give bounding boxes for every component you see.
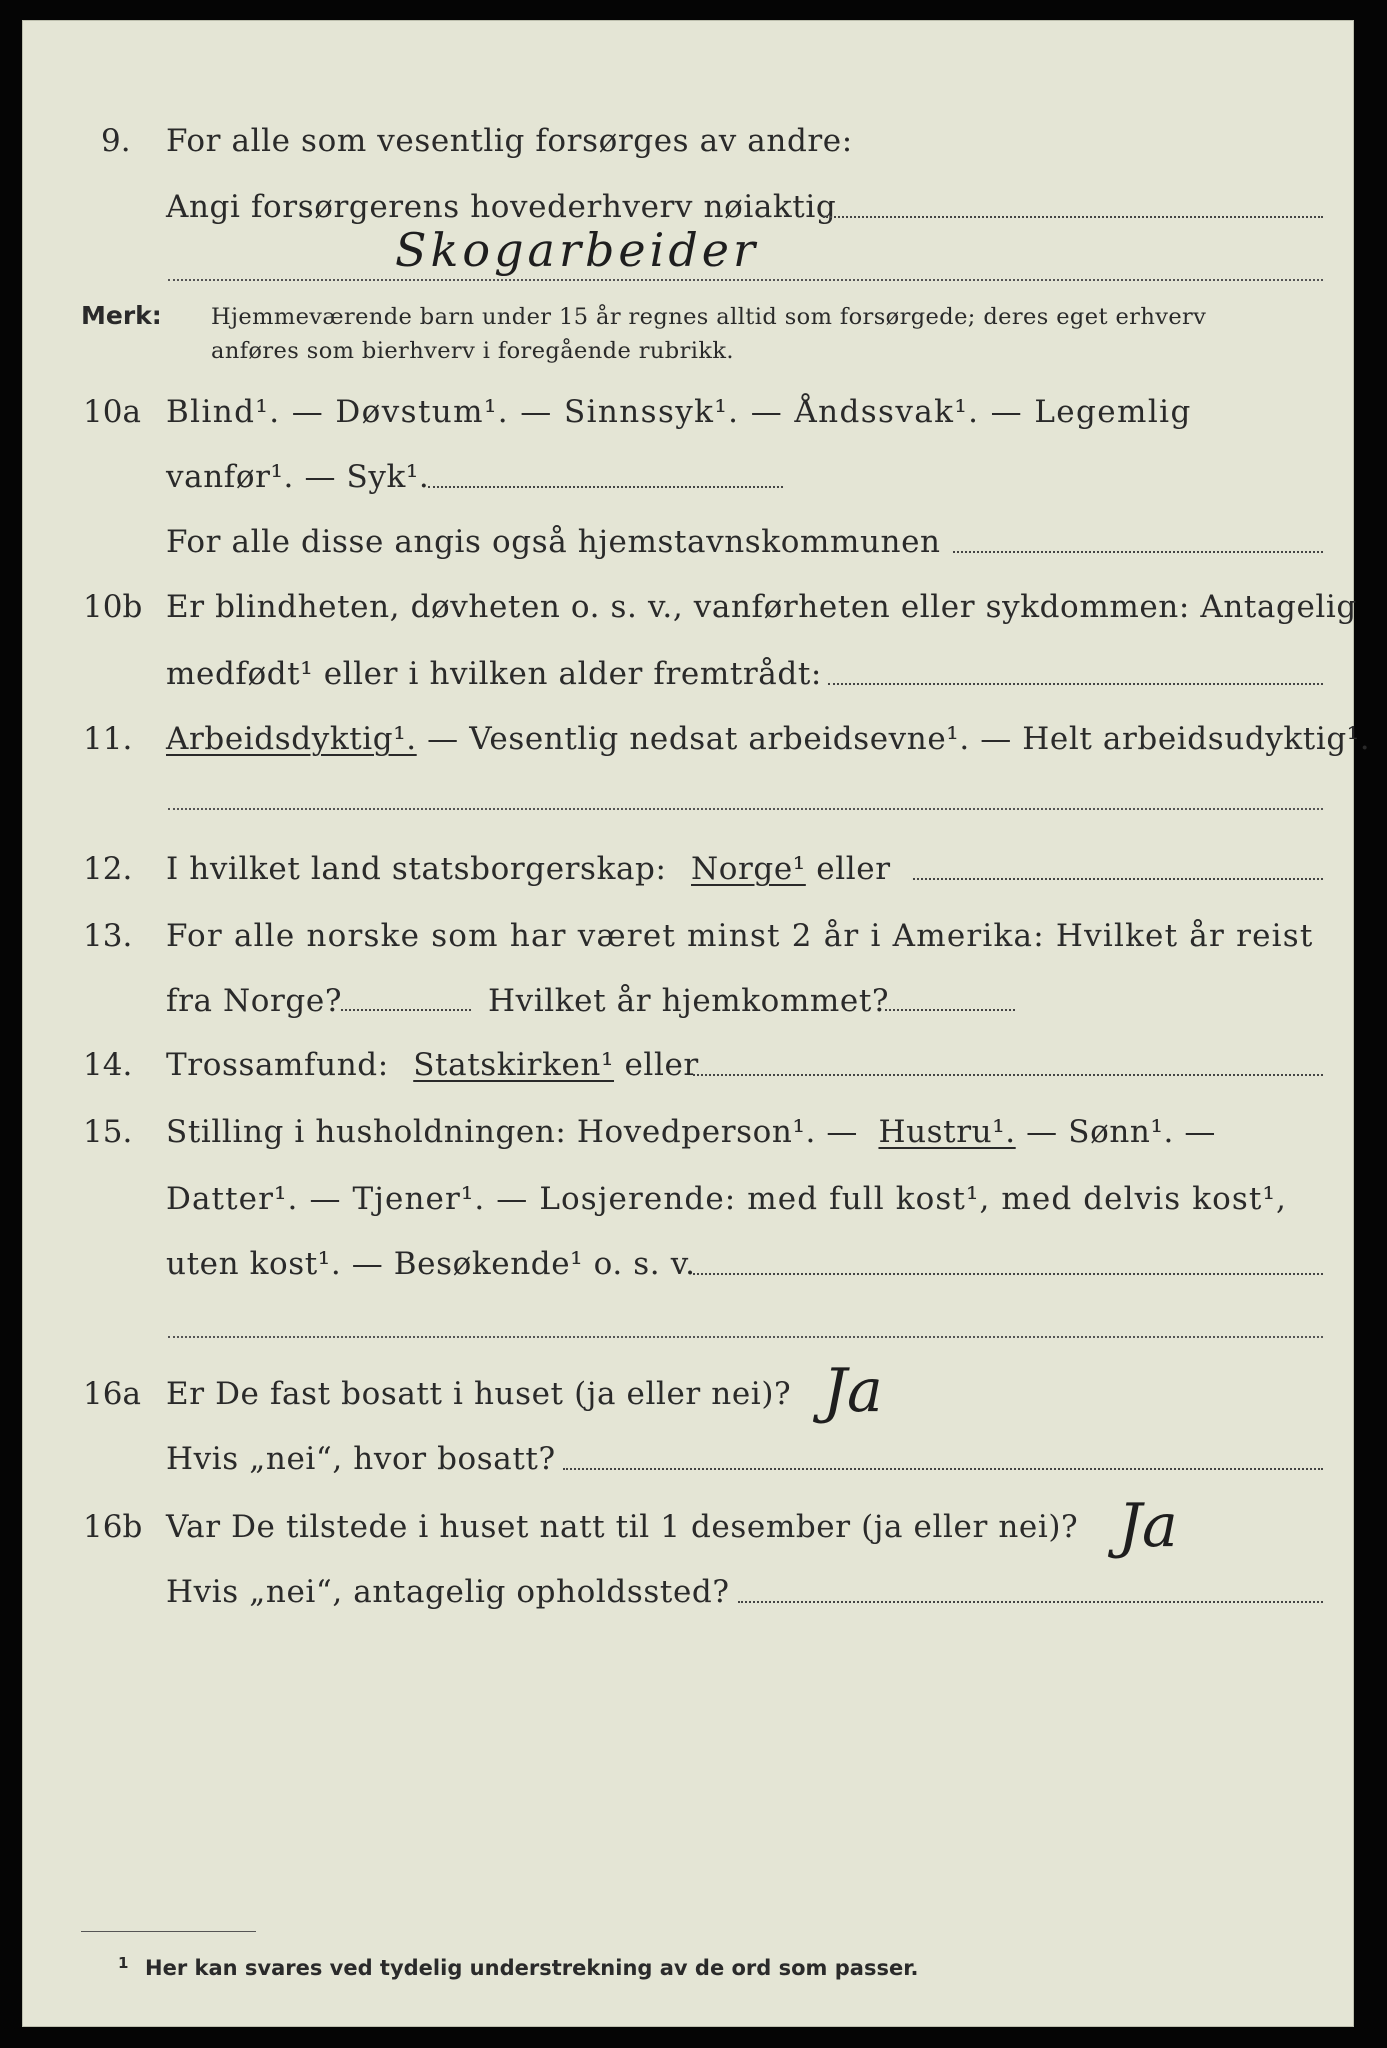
q15-line xyxy=(693,1273,1323,1275)
q12-question: I hvilket land statsborgerskap: xyxy=(166,851,667,887)
q13-hjemkommet-line xyxy=(885,1009,1015,1011)
q16a-line2: Hvis „nei“, hvor bosatt? xyxy=(166,1441,556,1477)
q11-rest: — Vesentlig nedsat arbeidsevne¹. — Helt arbeidsudyktig¹. xyxy=(427,721,1371,757)
q10a-line1: Blind¹. — Døvstum¹. — Sinnssyk¹. — Åndssvak¹. — Legemlig xyxy=(166,394,1192,430)
q15-answer-line xyxy=(168,1336,1323,1338)
q9-dotted-line xyxy=(823,216,1323,218)
q12-after: eller xyxy=(816,851,891,887)
footnote-text: Her kan svares ved tydelig understrekning av de ord som passer. xyxy=(145,1956,919,1980)
q9-number: 9. xyxy=(101,123,131,159)
q13-line1: For alle norske som har været minst 2 år i Amerika: Hvilket år reist xyxy=(166,918,1314,954)
q14-after: eller xyxy=(624,1047,699,1083)
q12-text xyxy=(166,851,891,887)
q15-number: 15. xyxy=(83,1114,133,1150)
q10a-line2: vanfør¹. — Syk¹. xyxy=(166,459,430,495)
q9-line2: Angi forsørgerens hovederhverv nøiaktig xyxy=(166,189,837,225)
q14-text xyxy=(166,1047,699,1083)
q9-handwritten-answer[interactable]: Skogarbeider xyxy=(395,223,759,277)
q15-line1 xyxy=(166,1114,1216,1150)
census-form-page xyxy=(22,20,1371,2027)
merk-line2: anføres som bierhverv i foregående rubrikk. xyxy=(211,338,734,364)
merk-label: Merk: xyxy=(81,301,162,330)
q16b-line1: Var De tilstede i huset natt til 1 desember (ja eller nei)? xyxy=(166,1509,1079,1545)
q16a-number: 16a xyxy=(83,1376,141,1412)
q15-line1a: Stilling i husholdningen: Hovedperson¹. — xyxy=(166,1114,858,1150)
q13-number: 13. xyxy=(83,918,133,954)
footnote-mark: 1 xyxy=(118,1954,129,1972)
q9-answer-line xyxy=(168,279,1323,281)
q15-line2: Datter¹. — Tjener¹. — Losjerende: med full kost¹, med delvis kost¹, xyxy=(166,1181,1287,1217)
q11-option-arbeidsdyktig[interactable]: Arbeidsdyktig¹. xyxy=(166,721,417,757)
q11-text xyxy=(166,721,1370,757)
q13-line2b: Hvilket år hjemkommet? xyxy=(488,983,890,1019)
q13-line2a: fra Norge? xyxy=(166,983,343,1019)
merk-line1: Hjemmeværende barn under 15 år regnes alltid som forsørgede; deres eget erhverv xyxy=(211,304,1207,330)
q16b-handwritten-answer[interactable]: Ja xyxy=(1118,1491,1178,1561)
q15-option-hustru[interactable]: Hustru¹. xyxy=(878,1114,1016,1150)
q11-answer-line xyxy=(168,808,1323,810)
q14-number: 14. xyxy=(83,1047,133,1083)
q15-line3: uten kost¹. — Besøkende¹ o. s. v. xyxy=(166,1246,696,1282)
q10a-syk-line xyxy=(428,486,783,488)
q16b-line2: Hvis „nei“, antagelig opholdssted? xyxy=(166,1574,730,1610)
q15-line1b: — Sønn¹. — xyxy=(1026,1114,1216,1150)
q16b-opholdssted-line xyxy=(738,1601,1323,1603)
q14-question: Trossamfund: xyxy=(166,1047,389,1083)
q16a-bosatt-line xyxy=(563,1468,1323,1470)
q16a-line1: Er De fast bosatt i huset (ja eller nei)? xyxy=(166,1376,792,1412)
q14-option-statskirken[interactable]: Statskirken¹ xyxy=(413,1047,615,1083)
q10a-number: 10a xyxy=(83,394,141,430)
q10b-line2: medfødt¹ eller i hvilken alder fremtrådt: xyxy=(166,656,822,692)
q10b-alder-line xyxy=(828,683,1323,685)
footnote-rule xyxy=(81,1931,256,1932)
q14-line xyxy=(693,1074,1323,1076)
q12-number: 12. xyxy=(83,851,133,887)
q16a-handwritten-answer[interactable]: Ja xyxy=(823,1356,883,1426)
q16b-number: 16b xyxy=(83,1509,143,1545)
q10b-number: 10b xyxy=(83,589,143,625)
q12-line xyxy=(913,878,1323,880)
q11-number: 11. xyxy=(83,721,133,757)
q10a-line3: For alle disse angis også hjemstavnskommunen xyxy=(166,524,941,560)
q9-line1: For alle som vesentlig forsørges av andre: xyxy=(166,123,853,159)
q12-option-norge[interactable]: Norge¹ xyxy=(691,851,806,887)
q13-reist-line xyxy=(341,1009,471,1011)
q10b-line1: Er blindheten, døvheten o. s. v., vanførheten eller sykdommen: Antagelig xyxy=(166,589,1357,625)
q10a-kommune-line xyxy=(953,551,1323,553)
